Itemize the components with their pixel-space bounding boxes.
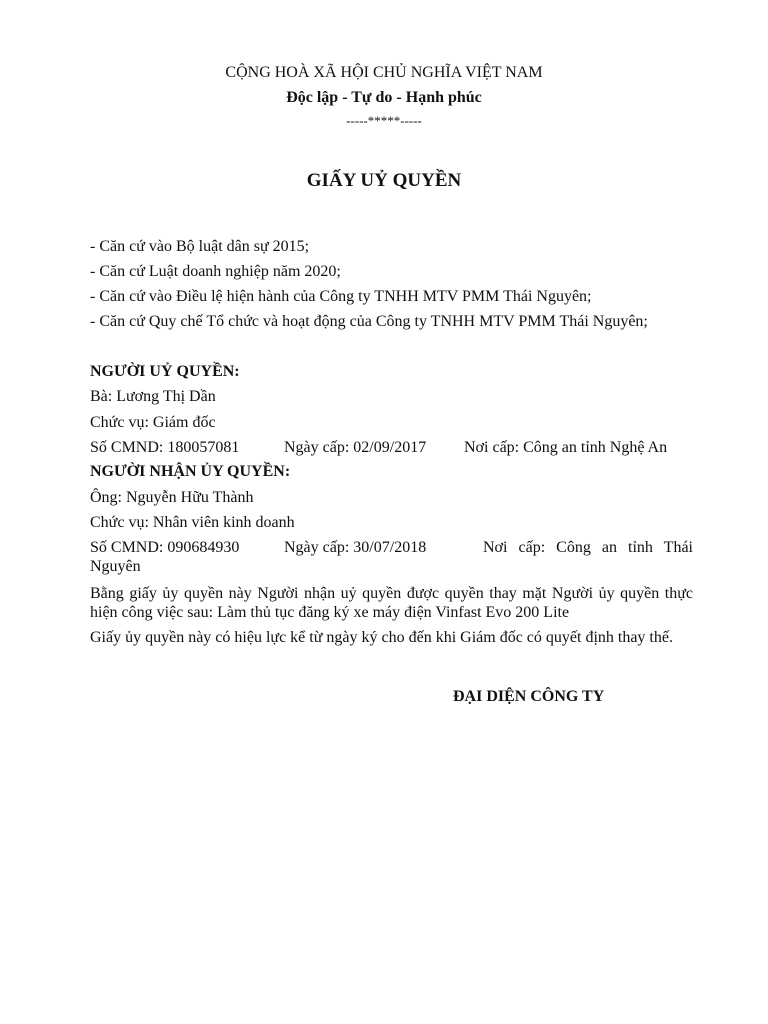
authorization-paragraph: Bằng giấy ủy quyền này Người nhận uỷ quyền được quyền thay mặt Người ủy quyền thực hiện công việc sau: Làm thủ tục đăng ký xe máy điện Vinfast Evo 200 Lite: [90, 585, 693, 621]
grantee-name: Ông: Nguyễn Hữu Thành: [90, 489, 254, 506]
grantor-issue-place: Nơi cấp: Công an tỉnh Nghệ An: [464, 439, 668, 456]
grantor-heading: NGƯỜI UỶ QUYỀN:: [90, 363, 240, 380]
national-motto: Độc lập - Tự do - Hạnh phúc: [286, 89, 482, 106]
grantee-issue-date: Ngày cấp: 30/07/2018: [284, 539, 427, 556]
grantee-heading: NGƯỜI NHẬN ỦY QUYỀN:: [90, 463, 291, 480]
legal-ground-item: - Căn cứ Luật doanh nghiệp năm 2020;: [90, 263, 341, 280]
legal-grounds-list: [90, 237, 710, 337]
validity-paragraph: Giấy ủy quyền này có hiệu lực kể từ ngày ký cho đến khi Giám đốc có quyết định thay thế.: [90, 629, 673, 646]
legal-ground-item: - Căn cứ vào Bộ luật dân sự 2015;: [90, 238, 310, 255]
document-title: GIẤY UỶ QUYỀN: [306, 170, 462, 191]
grantee-id-number: Số CMND: 090684930: [90, 539, 240, 556]
grantor-position: Chức vụ: Giám đốc: [90, 414, 216, 431]
grantee-issue-place: Nơi cấp: Công an tỉnh Thái: [483, 539, 693, 556]
grantee-position: Chức vụ: Nhân viên kinh doanh: [90, 514, 295, 531]
grantor-issue-date: Ngày cấp: 02/09/2017: [284, 439, 427, 456]
legal-ground-item: - Căn cứ Quy chế Tổ chức và hoạt động của Công ty TNHH MTV PMM Thái Nguyên;: [90, 313, 648, 330]
national-title: CỘNG HOÀ XÃ HỘI CHỦ NGHĨA VIỆT NAM: [225, 64, 543, 81]
grantee-issue-place-continued: Nguyên: [90, 558, 141, 575]
signature-label: ĐẠI DIỆN CÔNG TY: [453, 688, 605, 705]
grantor-name: Bà: Lương Thị Dần: [90, 388, 216, 405]
legal-ground-item: - Căn cứ vào Điều lệ hiện hành của Công ty TNHH MTV PMM Thái Nguyên;: [90, 288, 592, 305]
header-divider: -----*****-----: [346, 113, 422, 128]
grantor-id-number: Số CMND: 180057081: [90, 439, 240, 456]
